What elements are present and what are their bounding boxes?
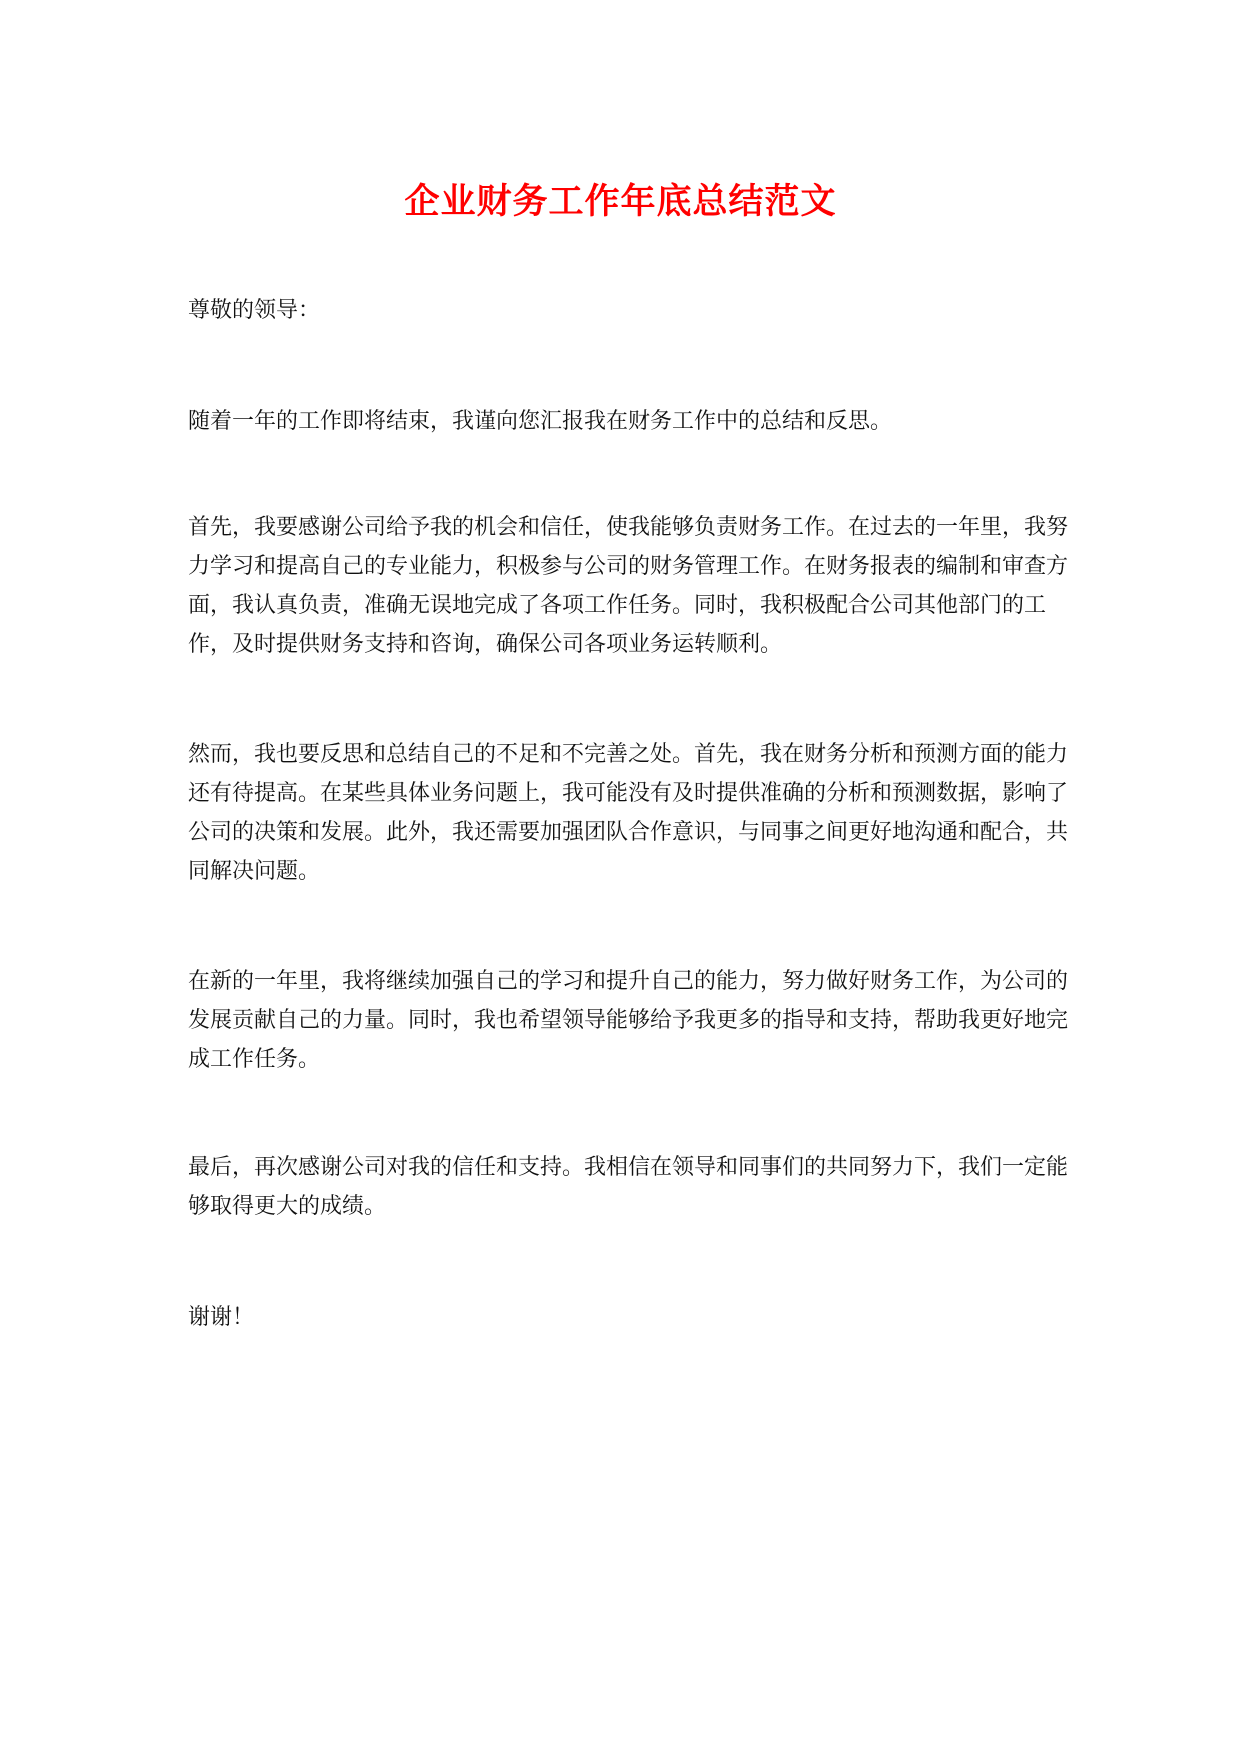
closing-thanks: 谢谢！ — [188, 1305, 255, 1330]
intro-paragraph: 随着一年的工作即将结束，我谨向您汇报我在财务工作中的总结和反思。 — [188, 409, 893, 434]
greeting: 尊敬的领导： — [188, 298, 321, 323]
paragraph-reflection: 然而，我也要反思和总结自己的不足和不完善之处。首先，我在财务分析和预测方面的能力还有待提高。在某些具体业务问题上，我可能没有及时提供准确的分析和预测数据，影响了公司的决策和发展。此外，我还需要加强团队合作意识，与同事之间更好地沟通和配合，共同解决问题。 — [188, 742, 1069, 884]
paragraph-plans: 在新的一年里，我将继续加强自己的学习和提升自己的能力，努力做好财务工作，为公司的发展贡献自己的力量。同时，我也希望领导能够给予我更多的指导和支持，帮助我更好地完成工作任务。 — [188, 969, 1069, 1072]
paragraph-gratitude: 首先，我要感谢公司给予我的机会和信任，使我能够负责财务工作。在过去的一年里，我努力学习和提高自己的专业能力，积极参与公司的财务管理工作。在财务报表的编制和审查方面，我认真负责，准确无误地完成了各项工作任务。同时，我积极配合公司其他部门的工作，及时提供财务支持和咨询，确保公司各项业务运转顺利。 — [188, 515, 1069, 657]
document-title: 企业财务工作年底总结范文 — [404, 182, 837, 222]
paragraph-conclusion: 最后，再次感谢公司对我的信任和支持。我相信在领导和同事们的共同努力下，我们一定能够取得更大的成绩。 — [188, 1155, 1069, 1219]
